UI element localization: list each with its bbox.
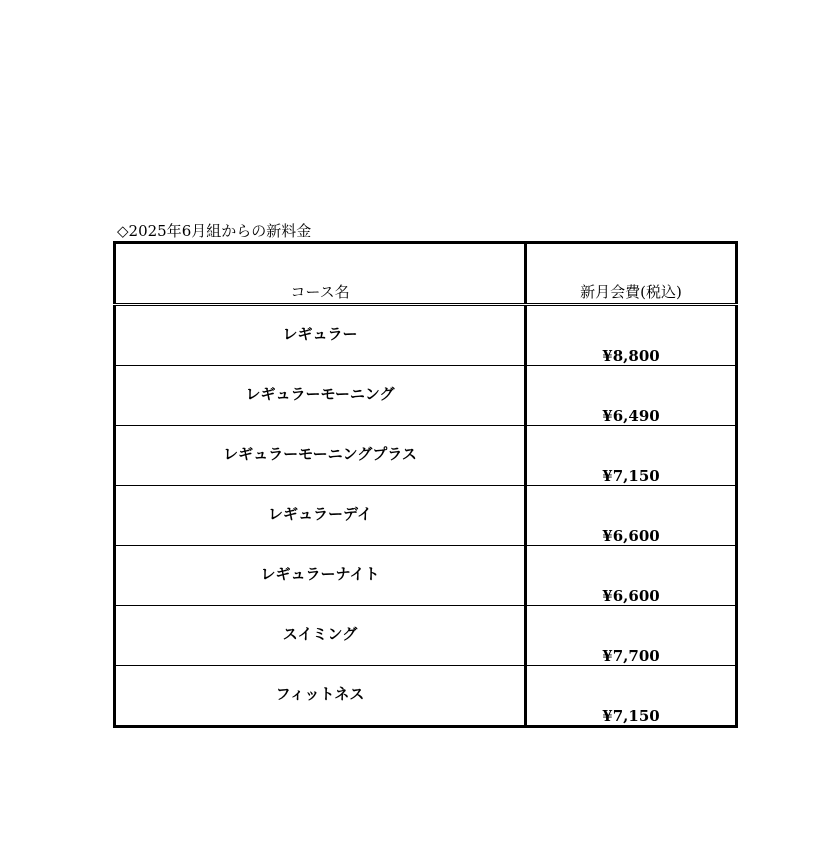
table-row bbox=[115, 366, 737, 426]
table-row bbox=[115, 666, 737, 727]
table-row bbox=[115, 426, 737, 486]
monthly-fee: ¥6,490 bbox=[526, 366, 737, 426]
table-row bbox=[115, 486, 737, 546]
fee-caption: ◇2025年6月組からの新料金 bbox=[117, 222, 312, 240]
table-row bbox=[115, 546, 737, 606]
monthly-fee: ¥6,600 bbox=[526, 486, 737, 546]
course-name: レギュラーモーニングプラス bbox=[115, 426, 526, 486]
course-name: レギュラー bbox=[115, 305, 526, 366]
course-name: スイミング bbox=[115, 606, 526, 666]
column-header-fee: 新月会費(税込) bbox=[526, 243, 737, 305]
monthly-fee: ¥8,800 bbox=[526, 305, 737, 366]
table-row bbox=[115, 606, 737, 666]
course-name: レギュラーナイト bbox=[115, 546, 526, 606]
monthly-fee: ¥7,150 bbox=[526, 666, 737, 727]
table-row bbox=[115, 305, 737, 366]
course-name: レギュラーモーニング bbox=[115, 366, 526, 426]
monthly-fee: ¥7,150 bbox=[526, 426, 737, 486]
monthly-fee: ¥7,700 bbox=[526, 606, 737, 666]
fee-table bbox=[113, 241, 738, 728]
monthly-fee: ¥6,600 bbox=[526, 546, 737, 606]
column-header-course: コース名 bbox=[115, 243, 526, 305]
course-name: レギュラーデイ bbox=[115, 486, 526, 546]
course-name: フィットネス bbox=[115, 666, 526, 727]
table-header-row bbox=[115, 243, 737, 305]
